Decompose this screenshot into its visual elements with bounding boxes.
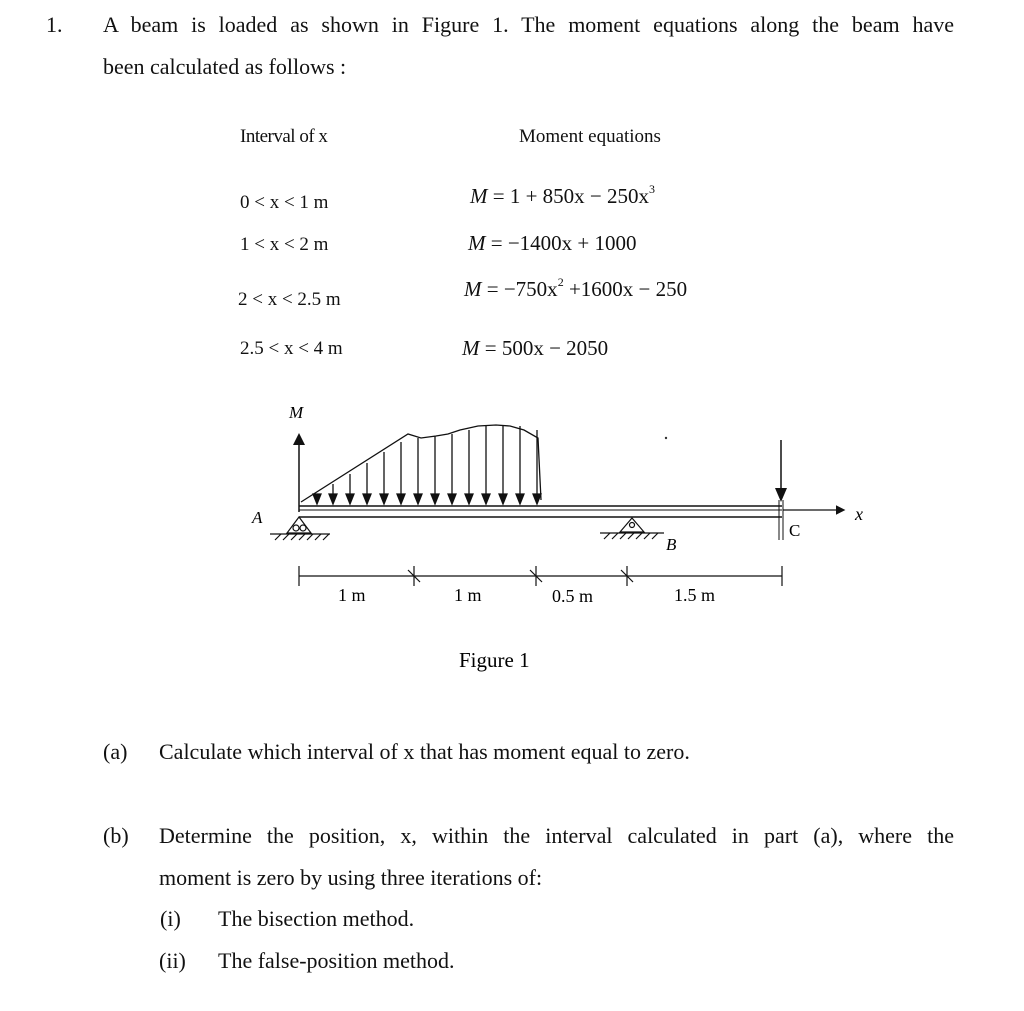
load-arrowhead (448, 494, 456, 504)
load-arrowhead (397, 494, 405, 504)
load-arrowhead (431, 494, 439, 504)
load-arrowhead (465, 494, 473, 504)
support-a-pin (270, 517, 330, 540)
equation-row-1: $M = 1 + 850x - 250x^3$ (470, 182, 656, 208)
dim-label-4: 1.5 m (674, 585, 716, 605)
m-axis-label: M (289, 403, 304, 422)
load-arrowhead (516, 494, 524, 504)
dim-label-2: 1 m (454, 585, 482, 605)
load-arrowhead (329, 494, 337, 504)
load-arrowhead (346, 494, 354, 504)
load-arrowhead (482, 494, 490, 504)
interval-row-4: 2.5 < x < 4 m (240, 338, 343, 359)
question-text-line-2: been calculated as follows : (103, 54, 347, 79)
part-b-i-label: (i) (160, 906, 181, 931)
dimension-line (299, 566, 782, 586)
question-number: 1. (46, 12, 63, 37)
point-load-arrowhead (775, 488, 787, 502)
interval-row-1: 0 < x < 1 m (240, 192, 329, 213)
part-a-label: (a) (103, 739, 128, 764)
load-arrowhead (380, 494, 388, 504)
load-arrowhead (499, 494, 507, 504)
figure-caption: Figure 1 (459, 648, 530, 672)
load-arrowhead (313, 494, 321, 504)
part-a-text: Calculate which interval of x that has moment equal to zero. (159, 739, 690, 764)
header-moment-equations: Moment equations (519, 126, 661, 147)
point-b-label: B (666, 535, 677, 554)
question-text-line-1: A beam is loaded as shown in Figure 1. The moment equations along the beam have (103, 12, 954, 37)
interval-row-3: 2 < x < 2.5 m (238, 289, 341, 310)
distributed-load-outline (301, 425, 541, 502)
point-a-label: A (252, 508, 263, 527)
part-b-label: (b) (103, 823, 129, 848)
part-b-ii-label: (ii) (159, 948, 186, 973)
equation-row-4: M = 500x − 2050 (462, 336, 609, 360)
load-arrowhead (414, 494, 422, 504)
beam (299, 500, 783, 540)
support-b-pin (600, 518, 664, 539)
x-axis-label: x (855, 504, 863, 524)
header-interval: Interval of x (240, 126, 328, 147)
equation-row-3: $M = -750x^2 +1600x - 250$ (464, 275, 688, 301)
dim-label-1: 1 m (338, 585, 366, 605)
part-b-ii-text: The false-position method. (218, 948, 455, 973)
part-b-text-line-1: Determine the position, x, within the interval calculated in part (a), where the (159, 823, 954, 848)
interval-row-2: 1 < x < 2 m (240, 234, 329, 255)
load-arrowhead (533, 494, 541, 504)
equation-row-2: M = −1400x + 1000 (468, 231, 637, 255)
point-c-label: C (789, 521, 801, 540)
dot-mark (665, 437, 667, 439)
part-b-i-text: The bisection method. (218, 906, 415, 931)
part-b-text-line-2: moment is zero by using three iterations of: (159, 865, 543, 890)
load-arrowhead (363, 494, 371, 504)
dim-label-3: 0.5 m (552, 586, 594, 606)
